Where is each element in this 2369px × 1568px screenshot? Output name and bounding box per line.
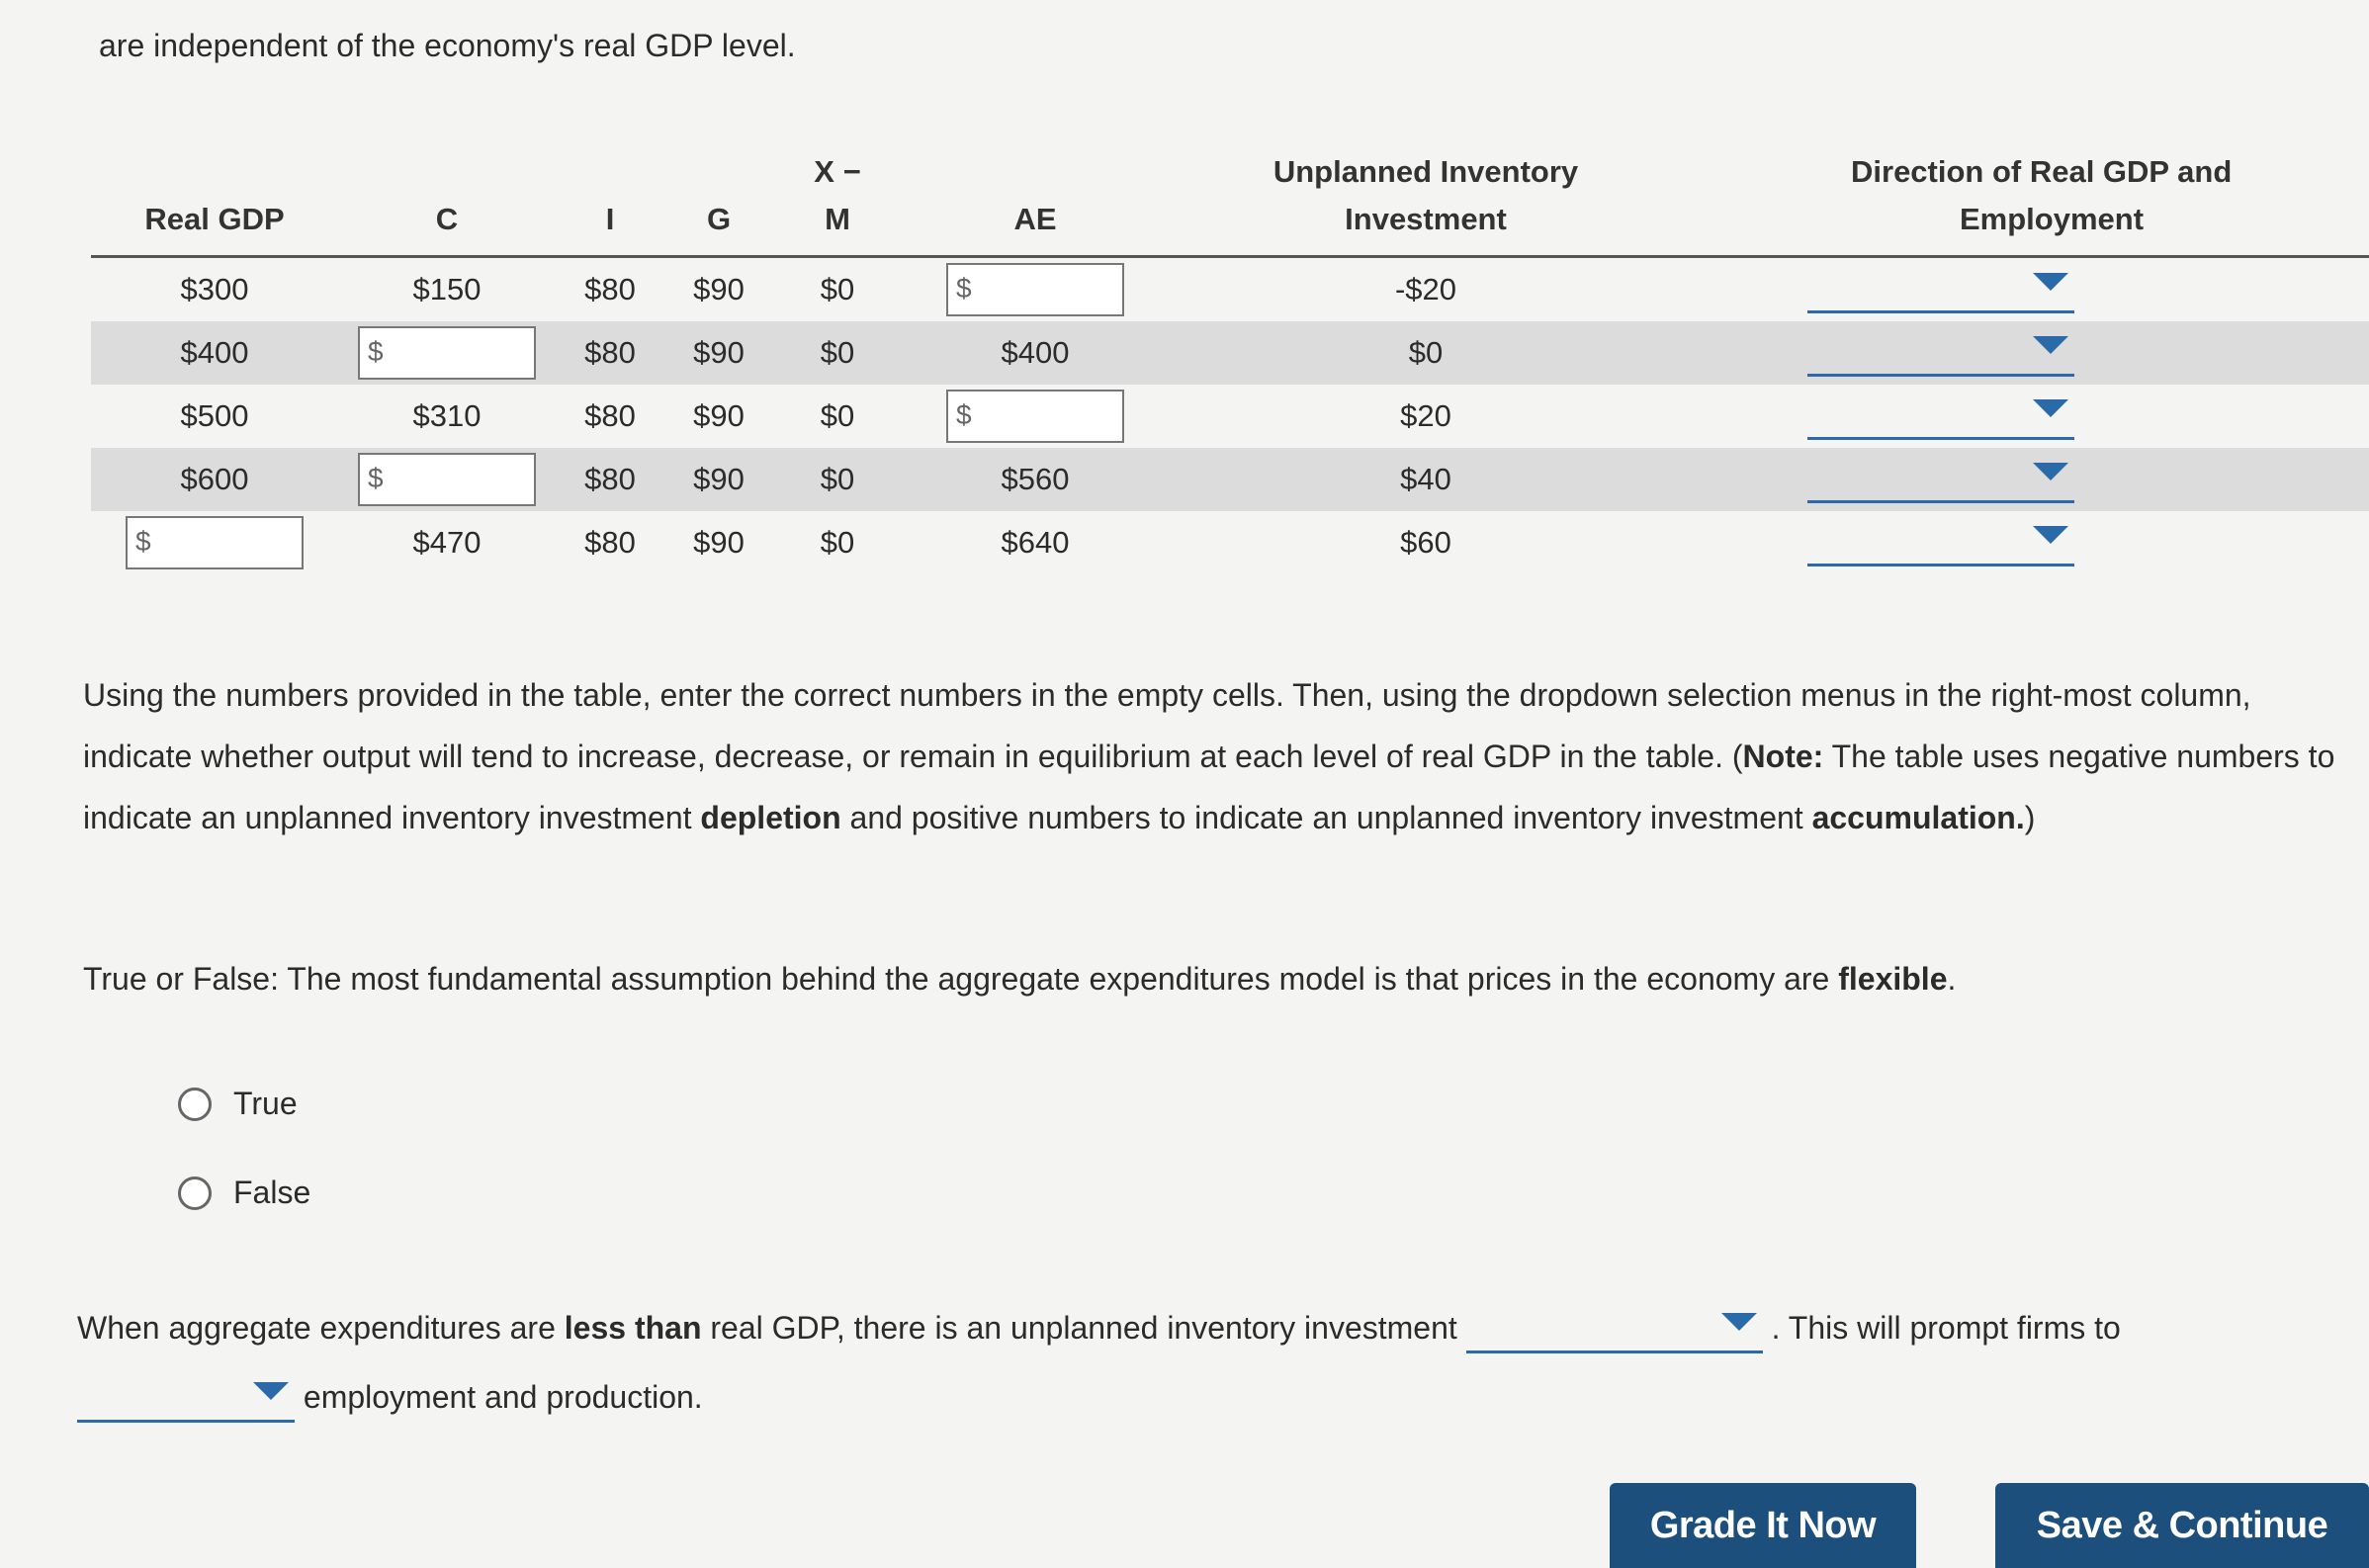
dollar-sign: $ — [956, 399, 972, 430]
question3-bold: less than — [564, 1310, 702, 1346]
ae-input[interactable] — [978, 269, 1118, 310]
c-input-box[interactable] — [358, 326, 536, 380]
table-row — [91, 511, 2369, 574]
direction-dropdown[interactable] — [1807, 267, 2074, 313]
cell-c — [338, 321, 556, 385]
header-g: G — [664, 148, 773, 257]
direction-dropdown[interactable] — [1807, 457, 2074, 503]
chevron-down-icon — [2033, 273, 2068, 291]
cell-ae: $640 — [1001, 525, 1070, 560]
depletion-label: depletion — [700, 800, 841, 835]
question2-bold: flexible — [1838, 961, 1948, 997]
cell-ae — [902, 257, 1169, 322]
radio-label: True — [233, 1086, 298, 1121]
table-row — [91, 257, 2369, 322]
cell-i: $80 — [584, 398, 636, 433]
direction-dropdown[interactable] — [1807, 393, 2074, 440]
inventory-direction-dropdown[interactable] — [1466, 1307, 1763, 1353]
cell-uii: -$20 — [1394, 272, 1457, 306]
chevron-down-icon — [253, 1382, 289, 1400]
direction-dropdown[interactable] — [1807, 330, 2074, 377]
c-input[interactable] — [390, 459, 530, 500]
cell-xm: $0 — [820, 525, 855, 560]
header-uii — [1169, 148, 1683, 257]
cell-real-gdp: $600 — [91, 448, 338, 511]
c-input-box[interactable] — [358, 453, 536, 506]
instructions-part1: Using the numbers provided in the table, enter the correct numbers in the empty cells. Then, using the dropdown selection menus in the right-most column, indicate whether output will tend to increase, decrease, or remain in equilibrium at each level of real GDP in the table. ( — [83, 677, 2251, 774]
cell-ae: $400 — [902, 321, 1169, 385]
cell-i: $80 — [584, 272, 636, 306]
cell-c: $310 — [412, 398, 482, 433]
question3-part4: employment and production. — [295, 1379, 703, 1415]
chevron-down-icon — [2033, 463, 2068, 480]
inventory-question — [77, 1293, 2351, 1432]
cell-xm: $0 — [773, 321, 902, 385]
header-xm-top: X − — [814, 154, 861, 189]
question3-part2: real GDP, there is an unplanned inventory investment — [701, 1310, 1466, 1346]
grade-it-now-button[interactable]: Grade It Now — [1610, 1483, 1916, 1568]
note-label: Note: — [1742, 739, 1824, 774]
instructions-part4: ) — [2024, 800, 2036, 835]
table-row — [91, 448, 2369, 511]
question2-end: . — [1947, 961, 1957, 997]
header-uii-bottom: Investment — [1345, 202, 1507, 236]
c-input[interactable] — [390, 332, 530, 374]
cell-i: $80 — [584, 525, 636, 560]
aggregate-expenditures-table — [91, 148, 2369, 574]
chevron-down-icon — [2033, 399, 2068, 417]
header-direction-bottom: Employment — [1960, 202, 2145, 236]
cell-uii: $20 — [1400, 398, 1451, 433]
direction-dropdown[interactable] — [1807, 520, 2074, 566]
header-real-gdp: Real GDP — [91, 148, 338, 257]
cell-real-gdp: $500 — [180, 398, 249, 433]
cell-uii: $0 — [1169, 321, 1683, 385]
header-uii-top: Unplanned Inventory — [1272, 154, 1579, 189]
header-c: C — [338, 148, 556, 257]
table-row — [91, 385, 2369, 448]
cell-xm: $0 — [820, 272, 855, 306]
cell-c: $470 — [412, 525, 482, 560]
header-direction-top: Direction of Real GDP and — [1851, 154, 2233, 189]
radio-option-true[interactable] — [178, 1086, 298, 1122]
cell-ae — [902, 385, 1169, 448]
ae-input-box[interactable] — [946, 263, 1124, 316]
cell-xm: $0 — [820, 398, 855, 433]
radio-option-false[interactable] — [178, 1175, 310, 1211]
instructions-paragraph — [83, 664, 2357, 848]
save-continue-button[interactable]: Save & Continue — [1995, 1483, 2369, 1568]
cell-g: $90 — [693, 398, 745, 433]
radio-button[interactable] — [178, 1176, 212, 1210]
intro-text: are independent of the economy's real GDP level. — [99, 28, 796, 63]
cell-g: $90 — [664, 448, 773, 511]
cell-direction — [1683, 321, 2369, 385]
question2-text: True or False: The most fundamental assumption behind the aggregate expenditures model is that prices in the economy are — [83, 961, 1839, 997]
ae-input[interactable] — [978, 395, 1118, 437]
dollar-sign: $ — [956, 273, 972, 304]
dollar-sign: $ — [368, 463, 384, 493]
header-direction — [1683, 148, 2369, 257]
cell-real-gdp: $300 — [180, 272, 249, 306]
question3-part3: . This will prompt firms to — [1771, 1310, 2121, 1346]
header-i: I — [556, 148, 664, 257]
cell-real-gdp — [91, 511, 338, 574]
cell-i: $80 — [556, 448, 664, 511]
ae-input-box[interactable] — [946, 390, 1124, 443]
chevron-down-icon — [2033, 336, 2068, 354]
real-gdp-input[interactable] — [157, 522, 298, 564]
cell-g: $90 — [693, 525, 745, 560]
radio-label: False — [233, 1175, 311, 1210]
instructions-part3: and positive numbers to indicate an unplanned inventory investment — [840, 800, 1812, 835]
cell-xm: $0 — [773, 448, 902, 511]
question3-part1: When aggregate expenditures are — [77, 1310, 565, 1346]
cell-g: $90 — [693, 272, 745, 306]
true-false-question — [83, 961, 1956, 998]
cell-direction — [1683, 385, 2369, 448]
cell-c — [338, 448, 556, 511]
instructions-part2: The table uses negative numbers to indicate an unplanned inventory investment — [83, 739, 2335, 835]
cell-direction — [1683, 257, 2369, 322]
cell-real-gdp: $400 — [91, 321, 338, 385]
real-gdp-input-box[interactable] — [126, 516, 304, 569]
cell-uii: $40 — [1169, 448, 1683, 511]
dollar-sign: $ — [368, 336, 384, 367]
cell-uii: $60 — [1400, 525, 1451, 560]
cell-direction — [1683, 448, 2369, 511]
dollar-sign: $ — [135, 526, 151, 557]
chevron-down-icon — [2033, 526, 2068, 544]
cell-direction — [1683, 511, 2369, 574]
radio-button[interactable] — [178, 1088, 212, 1121]
cell-c: $150 — [412, 272, 482, 306]
header-xm-bottom: M — [825, 202, 850, 236]
header-ae: AE — [902, 148, 1169, 257]
chevron-down-icon — [1721, 1313, 1757, 1331]
header-xm — [773, 148, 902, 257]
cell-i: $80 — [556, 321, 664, 385]
cell-g: $90 — [664, 321, 773, 385]
accumulation-label: accumulation. — [1811, 800, 2025, 835]
employment-change-dropdown[interactable] — [77, 1376, 295, 1423]
cell-ae: $560 — [902, 448, 1169, 511]
table-row — [91, 321, 2369, 385]
